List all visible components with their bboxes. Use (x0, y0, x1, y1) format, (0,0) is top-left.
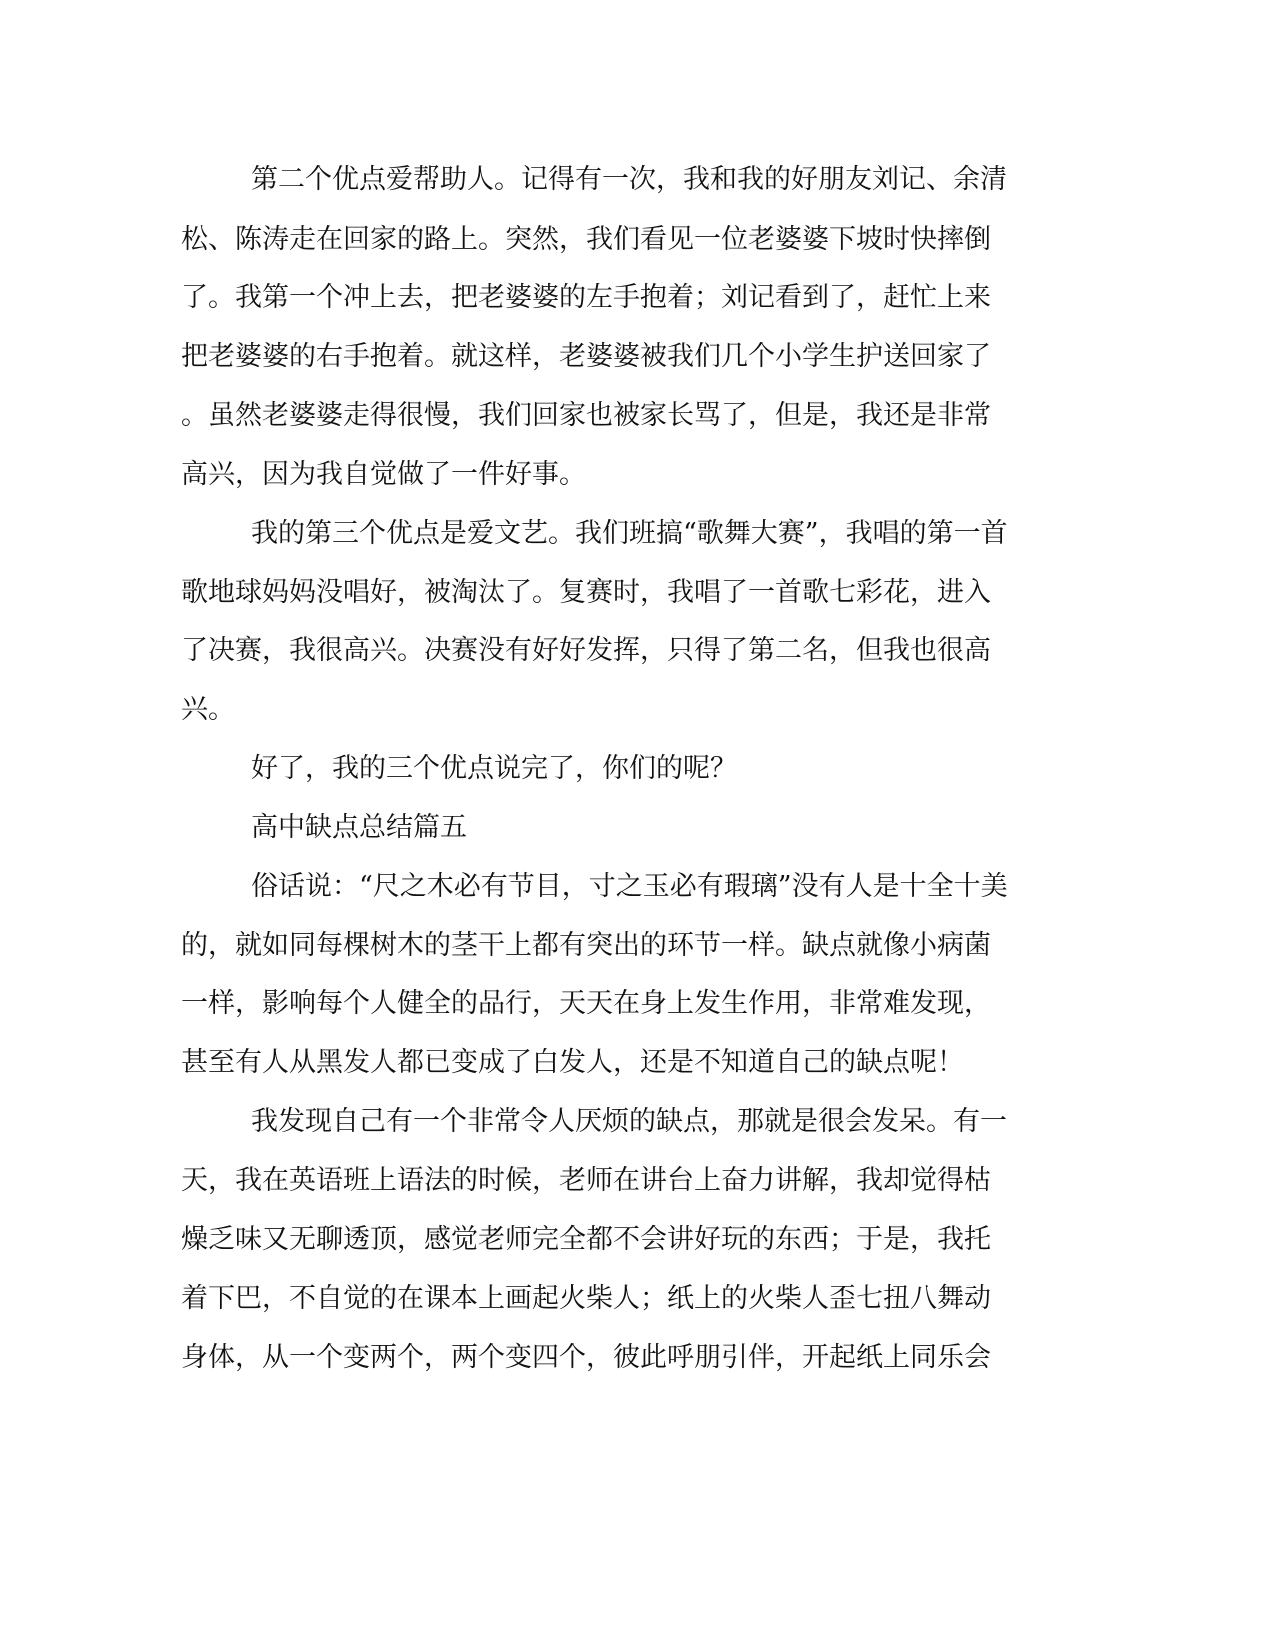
text-line: 松、陈涛走在回家的路上。突然，我们看见一位老婆婆下坡时快摔倒 (181, 224, 991, 255)
text-line: 兴。 (181, 694, 235, 725)
text-line: 天，我在英语班上语法的时候，老师在讲台上奋力讲解，我却觉得枯 (181, 1165, 991, 1196)
text-line: 第二个优点爱帮助人。记得有一次，我和我的好朋友刘记、余清 (251, 164, 1007, 195)
text-line: 一样，影响每个人健全的品行，天天在身上发生作用，非常难发现， (181, 988, 991, 1019)
text-line: 了决赛，我很高兴。决赛没有好好发挥，只得了第二名，但我也很高 (181, 635, 991, 666)
text-line: 着下巴，不自觉的在课本上画起火柴人；纸上的火柴人歪七扭八舞动 (181, 1283, 991, 1314)
text-line: 歌地球妈妈没唱好，被淘汰了。复赛时，我唱了一首歌七彩花，进入 (181, 577, 991, 608)
text-line: 我的第三个优点是爱文艺。我们班搞“歌舞大赛”，我唱的第一首 (251, 518, 1008, 549)
section-heading: 高中缺点总结篇五 (251, 812, 467, 843)
text-line: 俗话说：“尺之木必有节目，寸之玉必有瑕璃”没有人是十全十美 (251, 871, 1008, 902)
text-line: 燥乏味又无聊透顶，感觉老师完全都不会讲好玩的东西；于是，我托 (181, 1224, 991, 1255)
text-line: 身体，从一个变两个，两个变四个，彼此呼朋引伴，开起纸上同乐会 (181, 1342, 991, 1373)
text-line: 了。我第一个冲上去，把老婆婆的左手抱着；刘记看到了，赶忙上来 (181, 282, 991, 313)
text-line: 好了，我的三个优点说完了，你们的呢？ (251, 753, 737, 784)
text-line: 甚至有人从黑发人都已变成了白发人，还是不知道自己的缺点呢！ (181, 1047, 964, 1078)
text-line: 把老婆婆的右手抱着。就这样，老婆婆被我们几个小学生护送回家了 (181, 341, 991, 372)
text-line: 我发现自己有一个非常令人厌烦的缺点，那就是很会发呆。有一 (251, 1106, 1007, 1137)
text-line: 高兴，因为我自觉做了一件好事。 (181, 459, 586, 490)
text-line: 。虽然老婆婆走得很慢，我们回家也被家长骂了，但是，我还是非常 (181, 400, 991, 431)
text-line: 的，就如同每棵树木的茎干上都有突出的环节一样。缺点就像小病菌 (181, 930, 991, 961)
